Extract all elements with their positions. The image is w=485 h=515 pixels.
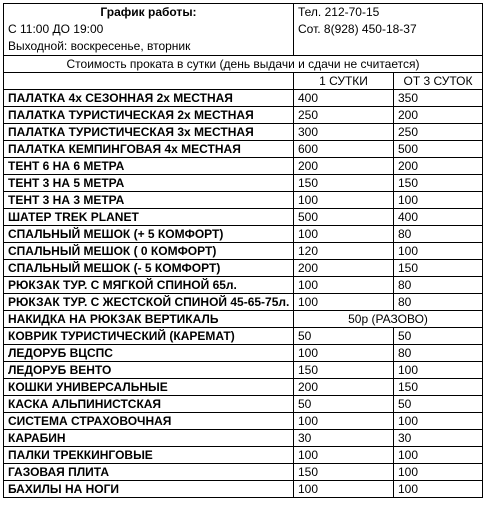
table-row (4, 396, 483, 413)
price-one-day: 100 (294, 345, 394, 362)
table-row (4, 90, 483, 107)
price-caption: Стоимость проката в сутки (день выдачи и сдачи не считается) (4, 56, 483, 73)
mobile-number: Сот. 8(928) 450-18-37 (298, 22, 417, 36)
price-one-day: 100 (294, 294, 394, 311)
item-name: ЛЕДОРУБ ВЕНТО (4, 362, 294, 379)
price-one-day: 400 (294, 90, 394, 107)
item-name: ГАЗОВАЯ ПЛИТА (4, 464, 294, 481)
table-row (4, 362, 483, 379)
item-name: ПАЛАТКА 4х СЕЗОННАЯ 2х МЕСТНАЯ (4, 90, 294, 107)
caption-row (4, 56, 483, 73)
item-name: СПАЛЬНЫЙ МЕШОК (- 5 КОМФОРТ) (4, 260, 294, 277)
price-one-day: 120 (294, 243, 394, 260)
price-one-day: 300 (294, 124, 394, 141)
table-row (4, 209, 483, 226)
price-three-days: 350 (394, 90, 483, 107)
item-name: КОШКИ УНИВЕРСАЛЬНЫЕ (4, 379, 294, 396)
table-row (4, 464, 483, 481)
phone-number: Тел. 212-70-15 (298, 5, 380, 19)
price-three-days: 80 (394, 277, 483, 294)
schedule-title: График работы: (100, 5, 197, 19)
price-three-days: 200 (394, 158, 483, 175)
item-name: ПАЛАТКА ТУРИСТИЧЕСКАЯ 3х МЕСТНАЯ (4, 124, 294, 141)
item-name: ПАЛКИ ТРЕККИНГОВЫЕ (4, 447, 294, 464)
price-three-days: 250 (394, 124, 483, 141)
price-one-day: 50 (294, 396, 394, 413)
table-row (4, 175, 483, 192)
price-three-days: 100 (394, 447, 483, 464)
table-row (4, 192, 483, 209)
blank-header-cell (4, 73, 294, 90)
flat-price: 50р (РАЗОВО) (294, 311, 483, 328)
price-three-days: 30 (394, 430, 483, 447)
price-three-days: 100 (394, 243, 483, 260)
table-row (4, 226, 483, 243)
schedule-hours: С 11:00 ДО 19:00 (8, 22, 104, 36)
price-one-day: 500 (294, 209, 394, 226)
table-row (4, 481, 483, 498)
price-three-days: 100 (394, 413, 483, 430)
price-three-days: 100 (394, 464, 483, 481)
item-name: БАХИЛЫ НА НОГИ (4, 481, 294, 498)
price-three-days: 100 (394, 192, 483, 209)
rental-price-table (3, 3, 483, 498)
price-one-day: 100 (294, 413, 394, 430)
schedule-days-off: Выходной: воскресенье, вторник (8, 39, 191, 53)
item-name: НАКИДКА НА РЮКЗАК ВЕРТИКАЛЬ (4, 311, 294, 328)
item-name: СПАЛЬНЫЙ МЕШОК (+ 5 КОМФОРТ) (4, 226, 294, 243)
price-three-days: 100 (394, 481, 483, 498)
table-row (4, 107, 483, 124)
item-name: КАСКА АЛЬПИНИСТСКАЯ (4, 396, 294, 413)
table-row (4, 345, 483, 362)
price-three-days: 150 (394, 175, 483, 192)
table-row (4, 413, 483, 430)
table-row (4, 430, 483, 447)
price-one-day: 150 (294, 175, 394, 192)
item-name: ТЕНТ 3 НА 3 МЕТРА (4, 192, 294, 209)
item-name: СИСТЕМА СТРАХОВОЧНАЯ (4, 413, 294, 430)
item-name: ПАЛАТКА КЕМПИНГОВАЯ 4х МЕСТНАЯ (4, 141, 294, 158)
table-row-flat-price (4, 311, 483, 328)
table-row (4, 447, 483, 464)
price-one-day: 100 (294, 226, 394, 243)
price-one-day: 50 (294, 328, 394, 345)
table-row (4, 379, 483, 396)
price-three-days: 80 (394, 226, 483, 243)
price-one-day: 100 (294, 277, 394, 294)
price-one-day: 200 (294, 379, 394, 396)
price-three-days: 200 (394, 107, 483, 124)
price-three-days: 80 (394, 294, 483, 311)
table-row (4, 277, 483, 294)
item-name: РЮКЗАК ТУР. С МЯГКОЙ СПИНОЙ 65л. (4, 277, 294, 294)
item-name: ШАТЕР TREK PLANET (4, 209, 294, 226)
item-name: ТЕНТ 3 НА 5 МЕТРА (4, 175, 294, 192)
price-three-days: 50 (394, 328, 483, 345)
item-name: ТЕНТ 6 НА 6 МЕТРА (4, 158, 294, 175)
price-one-day: 100 (294, 192, 394, 209)
item-name: РЮКЗАК ТУР. С ЖЕСТСКОЙ СПИНОЙ 45-65-75л. (4, 294, 294, 311)
column-header-one-day: 1 СУТКИ (294, 73, 394, 90)
header-row (4, 4, 483, 56)
price-one-day: 200 (294, 260, 394, 277)
table-row (4, 124, 483, 141)
item-name: ПАЛАТКА ТУРИСТИЧЕСКАЯ 2х МЕСТНАЯ (4, 107, 294, 124)
price-one-day: 150 (294, 362, 394, 379)
price-one-day: 100 (294, 447, 394, 464)
price-one-day: 250 (294, 107, 394, 124)
table-row (4, 294, 483, 311)
item-name: КОВРИК ТУРИСТИЧЕСКИЙ (КАРЕМАТ) (4, 328, 294, 345)
table-row (4, 141, 483, 158)
price-three-days: 150 (394, 379, 483, 396)
column-header-row (4, 73, 483, 90)
price-three-days: 80 (394, 345, 483, 362)
price-one-day: 30 (294, 430, 394, 447)
price-three-days: 400 (394, 209, 483, 226)
contacts-cell (294, 4, 483, 56)
price-three-days: 50 (394, 396, 483, 413)
column-header-three-days: ОТ 3 СУТОК (394, 73, 483, 90)
price-one-day: 150 (294, 464, 394, 481)
schedule-cell (4, 4, 294, 56)
table-row (4, 243, 483, 260)
price-one-day: 100 (294, 481, 394, 498)
table-row (4, 328, 483, 345)
item-name: ЛЕДОРУБ ВЦСПС (4, 345, 294, 362)
price-three-days: 100 (394, 362, 483, 379)
item-name: КАРАБИН (4, 430, 294, 447)
item-name: СПАЛЬНЫЙ МЕШОК ( 0 КОМФОРТ) (4, 243, 294, 260)
table-row (4, 260, 483, 277)
price-three-days: 500 (394, 141, 483, 158)
table-row (4, 158, 483, 175)
price-three-days: 150 (394, 260, 483, 277)
price-one-day: 200 (294, 158, 394, 175)
price-one-day: 600 (294, 141, 394, 158)
